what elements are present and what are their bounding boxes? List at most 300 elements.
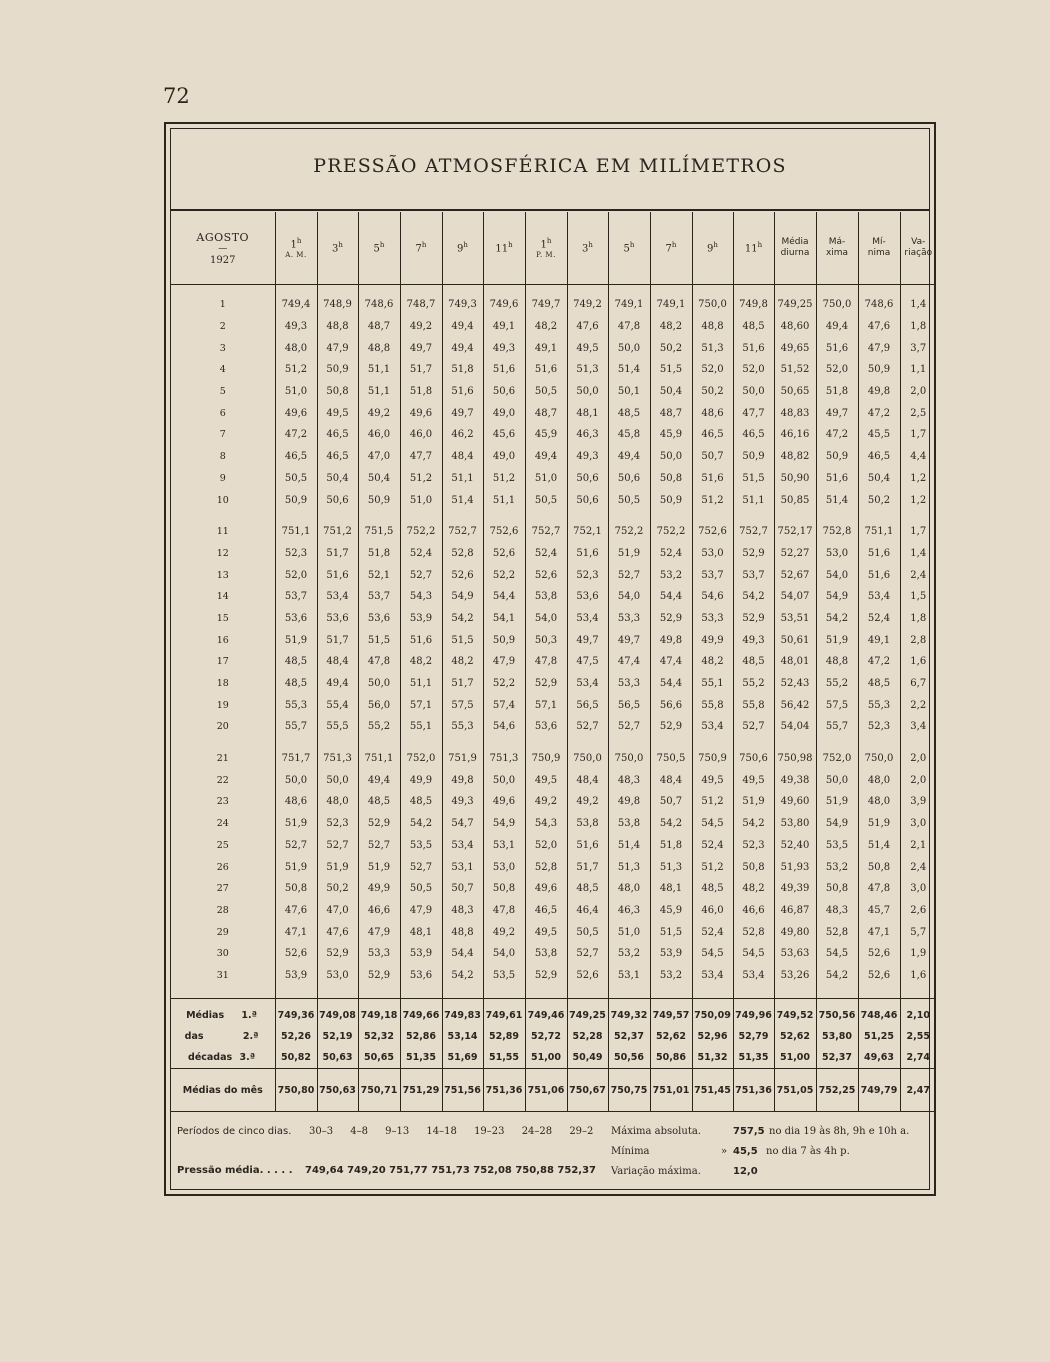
pressure-cell: 51,6 [816,337,858,359]
pressure-cell: 50,6 [567,468,608,490]
average-cell: 751,36 [733,1069,774,1112]
hour-number: 1 [540,239,547,251]
decade-ordinal: 1.ª [241,1010,257,1022]
pressure-cell: 48,0 [858,769,900,791]
pressure-cell: 748,9 [317,294,358,316]
pressure-cell: 53,4 [317,586,358,608]
periods-values: 30–3 4–8 9–13 14–18 19–23 24–28 29–2 [309,1126,594,1137]
average-cell: 52,19 [317,1026,358,1047]
average-cell: 51,35 [733,1047,774,1069]
pressure-cell: 47,0 [358,446,400,468]
pressure-cell: 748,6 [358,294,400,316]
spacer-cell [733,511,774,521]
pressure-cell: 50,8 [317,381,358,403]
pressure-cell: 51,0 [525,468,567,490]
pressure-cell: 50,0 [567,381,608,403]
minimum-row [611,1142,931,1162]
pressure-cell: 49,9 [400,769,442,791]
average-cell: 52,62 [650,1026,692,1047]
spacer-cell [608,738,650,748]
average-cell: 51,69 [442,1047,483,1069]
pressure-cell: 53,3 [692,608,733,630]
pressure-cell: 52,9 [733,608,774,630]
pressure-cell: 52,6 [525,564,567,586]
pressure-cell: 47,6 [317,921,358,943]
spacer-cell [650,738,692,748]
day-number: 17 [216,656,229,668]
pressure-cell: 48,5 [858,673,900,695]
pressure-cell: 48,01 [774,651,816,673]
pressure-cell: 50,2 [858,489,900,511]
pressure-cell: 51,6 [567,835,608,857]
pressure-cell: 51,2 [275,359,317,381]
average-cell: 752,25 [816,1069,858,1112]
day-number: 1 [219,299,226,311]
spacer-cell [816,511,858,521]
pressure-cell: 55,5 [317,716,358,738]
pressure-cell: 1,8 [900,316,936,338]
pressure-cell: 49,5 [567,337,608,359]
pressure-cell: 51,5 [650,359,692,381]
pressure-cell: 50,0 [317,769,358,791]
pressure-cell: 3,7 [900,337,936,359]
pressure-cell: 54,07 [774,586,816,608]
hour-number: 1 [290,239,297,251]
spacer-row [171,285,936,295]
pressure-cell: 751,1 [358,748,400,770]
pressure-cell: 1,9 [900,943,936,965]
pressure-cell: 45,5 [858,424,900,446]
pressure-cell: 49,4 [525,446,567,468]
spacer-cell [650,986,692,999]
pressure-cell: 48,5 [608,402,650,424]
pressure-cell: 52,7 [400,856,442,878]
pressure-cell: 46,87 [774,900,816,922]
spacer-cell [525,738,567,748]
pressure-cell: 52,9 [317,943,358,965]
spacer-cell [816,738,858,748]
pressure-cell: 3,0 [900,813,936,835]
pressure-cell: 49,80 [774,921,816,943]
decade-label [171,1047,275,1069]
stat-header-line2: xima [825,248,849,258]
pressure-cell: 752,7 [525,521,567,543]
pressure-cell: 49,4 [358,769,400,791]
pressure-cell: 47,5 [567,651,608,673]
pressure-cell: 55,2 [816,673,858,695]
pressure-cell: 51,6 [567,543,608,565]
pressure-cell: 50,9 [483,629,525,651]
pressure-cell: 54,1 [483,608,525,630]
pressure-cell: 53,0 [816,543,858,565]
pressure-cell: 47,8 [525,651,567,673]
pressure-cell: 53,8 [525,943,567,965]
pressure-cell: 752,0 [816,748,858,770]
pressure-cell: 54,4 [650,673,692,695]
pressure-cell: 53,6 [567,586,608,608]
average-cell: 749,46 [525,999,567,1027]
pressure-cell: 55,2 [733,673,774,695]
pressure-cell: 45,6 [483,424,525,446]
spacer-row [171,738,936,748]
stat-header-line1: Má- [828,237,846,247]
spacer-cell [317,986,358,999]
table-row [171,791,936,813]
pressure-cell: 54,0 [816,564,858,586]
hour-period: P. M. [536,251,556,260]
decade-word: das [184,1031,204,1043]
pressure-cell: 53,63 [774,943,816,965]
pressure-cell: 50,0 [483,769,525,791]
pressure-cell: 49,4 [442,316,483,338]
pressure-cell: 51,9 [275,813,317,835]
hour-sup: h [588,241,593,250]
hour-header [317,212,358,285]
table-row [171,294,936,316]
pressure-cell: 49,0 [483,402,525,424]
pressure-cell: 51,6 [816,468,858,490]
average-cell: 52,89 [483,1026,525,1047]
pressure-cell: 48,4 [567,769,608,791]
pressure-cell: 46,6 [733,900,774,922]
pressure-cell: 53,6 [358,608,400,630]
pressure-cell: 54,2 [816,965,858,987]
pressure-cell: 49,6 [275,402,317,424]
pressure-cell: 48,7 [358,316,400,338]
pressure-cell: 48,8 [358,337,400,359]
pressure-cell: 51,6 [525,359,567,381]
pressure-cell: 51,9 [858,813,900,835]
average-cell: 749,32 [608,999,650,1027]
spacer-cell [774,511,816,521]
pressure-cell: 51,9 [317,856,358,878]
pressure-cell: 55,2 [358,716,400,738]
pressure-cell: 52,4 [525,543,567,565]
pressure-cell: 57,5 [816,694,858,716]
pressure-cell: 48,1 [650,878,692,900]
pressure-cell: 53,7 [692,564,733,586]
pressure-cell: 1,6 [900,651,936,673]
pressure-cell: 52,6 [275,943,317,965]
hour-header [275,212,317,285]
pressure-cell: 52,0 [816,359,858,381]
spacer-row [171,511,936,521]
pressure-cell: 53,1 [608,965,650,987]
spacer-cell [171,738,275,748]
day-number: 25 [216,839,229,851]
pressure-cell: 749,1 [650,294,692,316]
pressure-cell: 54,6 [692,586,733,608]
pressure-cell: 49,5 [525,769,567,791]
pressure-cell: 50,9 [816,446,858,468]
hour-sup: h [546,236,552,245]
pressure-cell: 750,6 [733,748,774,770]
pressure-cell: 48,5 [358,791,400,813]
pressure-cell: 50,8 [483,878,525,900]
pressure-cell: 53,8 [567,813,608,835]
pressure-cell: 752,17 [774,521,816,543]
day-number: 14 [216,591,229,603]
pressure-cell: 48,3 [608,769,650,791]
pressure-cell: 51,9 [358,856,400,878]
pressure-cell: 55,3 [858,694,900,716]
day-number: 24 [216,818,229,830]
pressure-cell: 49,5 [525,921,567,943]
pressure-cell: 51,8 [358,543,400,565]
average-cell: 50,82 [275,1047,317,1069]
pressure-cell: 51,4 [608,835,650,857]
pressure-cell: 50,0 [650,446,692,468]
pressure-cell: 53,6 [317,608,358,630]
table-row [171,856,936,878]
pressure-cell: 3,4 [900,716,936,738]
spacer-cell [567,738,608,748]
pressure-cell: 52,9 [525,965,567,987]
pressure-cell: 52,3 [733,835,774,857]
pressure-cell: 48,8 [816,651,858,673]
pressure-cell: 47,6 [567,316,608,338]
day-number: 13 [216,569,229,581]
pressure-cell: 56,42 [774,694,816,716]
average-cell: 748,46 [858,999,900,1027]
pressure-cell: 48,5 [400,791,442,813]
pressure-cell: 51,5 [358,629,400,651]
day-number: 27 [216,883,229,895]
hour-sup: h [757,241,763,250]
hour-period: A. M. [285,251,307,260]
max-variation-label: Variação máxima. [611,1166,701,1177]
pressure-cell: 53,0 [692,543,733,565]
average-cell: 50,63 [317,1047,358,1069]
average-cell: 751,56 [442,1069,483,1112]
pressure-cell: 48,3 [442,900,483,922]
hour-sup: h [671,241,677,250]
header-row [171,212,936,285]
pressure-cell: 49,7 [816,402,858,424]
spacer-cell [608,511,650,521]
stat-header-line1: Mí- [872,237,886,247]
pressure-cell: 752,6 [483,521,525,543]
pressure-cell: 52,4 [650,543,692,565]
pressure-cell: 54,2 [650,813,692,835]
pressure-cell: 48,0 [275,337,317,359]
pressure-cell: 54,4 [442,943,483,965]
average-cell: 50,49 [567,1047,608,1069]
pressure-cell: 49,3 [483,337,525,359]
pressure-cell: 51,9 [275,856,317,878]
pressure-cell: 47,4 [650,651,692,673]
spacer-cell [774,738,816,748]
pressure-cell: 52,6 [858,965,900,987]
spacer-cell [692,511,733,521]
pressure-cell: 49,0 [483,446,525,468]
pressure-cell: 54,4 [483,586,525,608]
spacer-cell [400,986,442,999]
pressure-cell: 51,1 [733,489,774,511]
hour-sup: h [379,241,385,250]
pressure-cell: 749,3 [442,294,483,316]
pressure-cell: 49,4 [317,673,358,695]
pressure-cell: 48,7 [650,402,692,424]
pressure-cell: 50,2 [650,337,692,359]
pressure-cell: 47,1 [858,921,900,943]
pressure-cell: 50,7 [692,446,733,468]
spacer-cell [692,986,733,999]
pressure-cell: 49,7 [400,337,442,359]
pressure-cell: 3,0 [900,878,936,900]
pressure-cell: 47,9 [358,921,400,943]
pressure-cell: 52,7 [567,943,608,965]
pressure-cell: 47,8 [483,900,525,922]
pressure-cell: 50,9 [733,446,774,468]
stat-header-line1: Va- [911,237,926,247]
pressure-cell: 52,7 [400,564,442,586]
table-inner-frame [170,128,933,1190]
average-cell: 52,26 [275,1026,317,1047]
pressure-cell: 51,1 [483,489,525,511]
month-dash: — [218,243,228,254]
table-row [171,769,936,791]
pressure-cell: 57,4 [483,694,525,716]
hour-number: 5 [373,243,380,255]
stat-header-line2: riação [904,248,933,258]
pressure-cell: 51,8 [400,381,442,403]
average-cell: 750,56 [816,999,858,1027]
title-rule [171,209,929,211]
pressure-cell: 751,1 [275,521,317,543]
pressure-cell: 53,9 [400,943,442,965]
pressure-cell: 54,7 [442,813,483,835]
day-number: 9 [219,472,226,484]
average-cell: 2,10 [900,999,936,1027]
pressure-cell: 49,1 [483,316,525,338]
pressure-cell: 51,7 [442,673,483,695]
pressure-cell: 48,2 [525,316,567,338]
pressure-cell: 52,67 [774,564,816,586]
pressure-cell: 47,8 [358,651,400,673]
pressure-cell: 752,6 [692,521,733,543]
pressure-cell: 750,9 [525,748,567,770]
hour-number: 5 [623,243,630,255]
pressure-cell: 51,8 [816,381,858,403]
average-cell: 51,35 [400,1047,442,1069]
table-row [171,424,936,446]
pressure-cell: 53,4 [858,586,900,608]
pressure-cell: 53,7 [733,564,774,586]
pressure-cell: 47,0 [317,900,358,922]
pressure-cell: 48,8 [692,316,733,338]
pressure-cell: 51,6 [858,543,900,565]
average-cell: 749,57 [650,999,692,1027]
pressure-cell: 50,65 [774,381,816,403]
pressure-cell: 1,6 [900,965,936,987]
pressure-cell: 51,0 [608,921,650,943]
table-row [171,943,936,965]
pressure-cell: 49,3 [275,316,317,338]
pressure-cell: 2,0 [900,769,936,791]
pressure-cell: 47,2 [275,424,317,446]
pressure-cell: 46,5 [275,446,317,468]
pressure-cell: 53,6 [275,608,317,630]
stat-header [900,212,936,285]
pressure-cell: 55,8 [692,694,733,716]
hour-header [358,212,400,285]
pressure-cell: 49,4 [608,446,650,468]
day-number: 29 [216,926,229,938]
pressure-cell: 52,4 [692,921,733,943]
average-cell: 2,47 [900,1069,936,1112]
month-average-row [171,1069,936,1112]
pressure-cell: 52,0 [733,359,774,381]
pressure-cell: 52,7 [608,716,650,738]
average-cell: 749,96 [733,999,774,1027]
pressure-cell: 51,4 [858,835,900,857]
spacer-cell [525,986,567,999]
pressure-cell: 49,2 [483,921,525,943]
hour-number: 9 [457,243,464,255]
pressure-cell: 50,9 [358,489,400,511]
table-row [171,835,936,857]
hour-header [733,212,774,285]
pressure-cell: 49,7 [567,629,608,651]
pressure-cell: 1,2 [900,468,936,490]
day-number: 3 [219,342,226,354]
pressure-cell: 52,7 [317,835,358,857]
pressure-cell: 46,3 [608,900,650,922]
pressure-cell: 47,9 [317,337,358,359]
pressure-cell: 49,4 [442,337,483,359]
hour-header [525,212,567,285]
pressure-cell: 54,5 [692,813,733,835]
pressure-cell: 53,7 [275,586,317,608]
decade-label [171,999,275,1027]
pressure-cell: 52,9 [650,608,692,630]
average-cell: 52,32 [358,1026,400,1047]
pressure-cell: 752,2 [650,521,692,543]
pressure-cell: 54,4 [650,586,692,608]
pressure-cell: 748,7 [400,294,442,316]
pressure-cell: 51,1 [358,359,400,381]
spacer-cell [774,285,816,295]
pressure-cell: 51,6 [400,629,442,651]
pressure-cell: 752,2 [400,521,442,543]
table-row [171,651,936,673]
hour-header [442,212,483,285]
pressure-cell: 48,5 [692,878,733,900]
pressure-cell: 750,0 [692,294,733,316]
spacer-cell [900,285,936,295]
pressure-cell: 47,2 [858,402,900,424]
spacer-cell [900,738,936,748]
pressure-cell: 56,6 [650,694,692,716]
pressure-cell: 48,60 [774,316,816,338]
pressure-cell: 52,7 [358,835,400,857]
pressure-cell: 47,7 [400,446,442,468]
pressure-cell: 52,1 [358,564,400,586]
pressure-cell: 51,2 [692,489,733,511]
pressure-cell: 54,5 [816,943,858,965]
pressure-cell: 52,43 [774,673,816,695]
pressure-cell: 45,9 [650,900,692,922]
pressure-cell: 54,9 [483,813,525,835]
pressure-cell: 53,4 [442,835,483,857]
table-row [171,878,936,900]
hour-number: 3 [582,243,589,255]
pressure-cell: 1,7 [900,521,936,543]
pressure-cell: 50,1 [608,381,650,403]
pressure-cell: 50,8 [858,856,900,878]
pressure-cell: 5,7 [900,921,936,943]
